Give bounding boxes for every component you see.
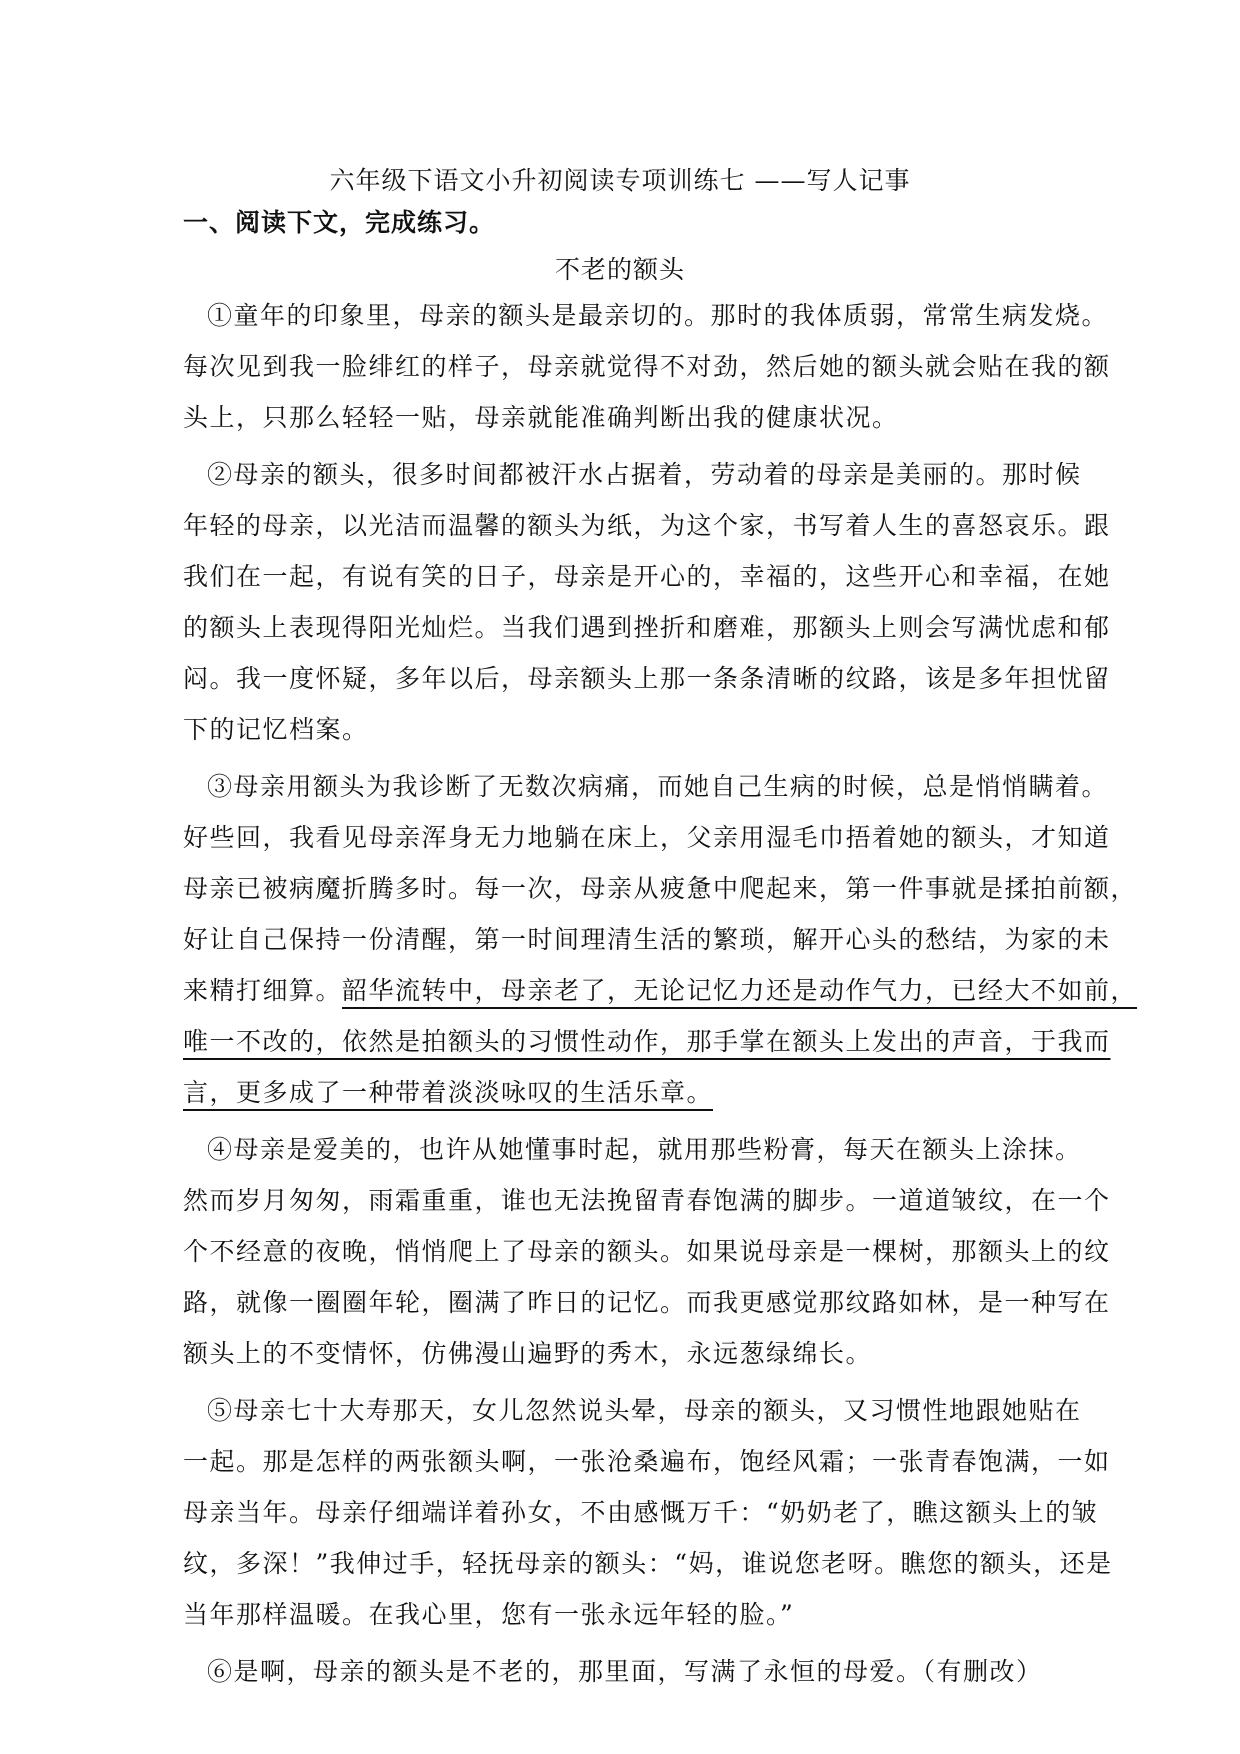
paragraph-line: 当年那样温暖。在我心里，您有一张永远年轻的脸。” bbox=[183, 1600, 795, 1629]
paragraph-line: 的额头上表现得阳光灿烂。当我们遇到挫折和磨难，那额头上则会写满忧虑和郁 bbox=[183, 613, 1111, 642]
underlined-sentence-end: 言，更多成了一种带着淡淡咏叹的生活乐章。 bbox=[183, 1078, 714, 1107]
paragraph-line: ④母亲是爱美的，也许从她懂事时起，就用那些粉膏，每天在额头上涂抹。 bbox=[207, 1135, 1082, 1164]
document-title: 六年级下语文小升初阅读专项训练七 ——写人记事 bbox=[329, 166, 911, 195]
paragraph-line: 个不经意的夜晚，悄悄爬上了母亲的额头。如果说母亲是一棵树，那额头上的纹 bbox=[183, 1237, 1111, 1266]
paragraph-line: 我们在一起，有说有笑的日子，母亲是开心的，幸福的，这些开心和幸福，在她 bbox=[183, 562, 1111, 591]
paragraph-line: 母亲已被病魔折腾多时。每一次，母亲从疲惫中爬起来，第一件事就是揉拍前额， bbox=[183, 874, 1138, 903]
paragraph-line: 母亲当年。母亲仔细端详着孙女，不由感慨万千：“奶奶老了，瞧这额头上的皱 bbox=[183, 1498, 1099, 1527]
section-heading: 一、阅读下文，完成练习。 bbox=[183, 208, 496, 237]
paragraph-line-underlined bbox=[183, 1067, 1083, 1118]
paragraph-line-underlined bbox=[183, 1016, 1111, 1067]
paragraph-line: 好让自己保持一份清醒，第一时间理清生活的繁琐，解开心头的愁结，为家的未 bbox=[183, 925, 1111, 954]
plain-segment: 来精打细算。 bbox=[183, 976, 343, 1005]
paragraph-3 bbox=[183, 761, 1138, 1118]
paragraph-1 bbox=[183, 290, 1111, 443]
paragraph-line: 然而岁月匆匆，雨霜重重，谁也无法挽留青春饱满的脚步。一道道皱纹，在一个 bbox=[183, 1186, 1111, 1215]
underlined-sentence-start: 韶华流转中，母亲老了，无论记忆力还是动作气力，已经大不如前， bbox=[342, 976, 1138, 1005]
paragraph-line: 一起。那是怎样的两张额头啊，一张沧桑遍布，饱经风霜；一张青春饱满，一如 bbox=[183, 1447, 1111, 1476]
paragraph-line: 每次见到我一脸绯红的样子，母亲就觉得不对劲，然后她的额头就会贴在我的额 bbox=[183, 352, 1111, 381]
paragraph-line: ⑥是啊，母亲的额头是不老的，那里面，写满了永恒的母爱。（有删改） bbox=[207, 1657, 1043, 1686]
paragraph-line: 下的记忆档案。 bbox=[183, 715, 369, 744]
paragraph-4 bbox=[183, 1124, 1111, 1379]
paragraph-line-mixed bbox=[183, 965, 1138, 1016]
paragraph-line: ③母亲用额头为我诊断了无数次病痛，而她自己生病的时候，总是悄悄瞒着。 bbox=[207, 772, 1109, 801]
paragraph-line: 闷。我一度怀疑，多年以后，母亲额头上那一条条清晰的纹路，该是多年担忧留 bbox=[183, 664, 1111, 693]
paragraph-line: ②母亲的额头，很多时间都被汗水占据着，劳动着的母亲是美丽的。那时候 bbox=[207, 460, 1082, 489]
paragraph-line: 路，就像一圈圈年轮，圈满了昨日的记忆。而我更感觉那纹路如林，是一种写在 bbox=[183, 1288, 1111, 1317]
paragraph-line: 头上，只那么轻轻一贴，母亲就能准确判断出我的健康状况。 bbox=[183, 403, 899, 432]
paragraph-2 bbox=[183, 449, 1111, 755]
paragraph-line: ①童年的印象里，母亲的额头是最亲切的。那时的我体质弱，常常生病发烧。 bbox=[207, 301, 1109, 330]
article-title: 不老的额头 bbox=[554, 255, 685, 284]
paragraph-line: 额头上的不变情怀，仿佛漫山遍野的秀木，永远葱绿绵长。 bbox=[183, 1339, 873, 1368]
article-body bbox=[183, 290, 1138, 1703]
paragraph-5 bbox=[183, 1385, 1113, 1640]
underlined-sentence: 唯一不改的，依然是拍额头的习惯性动作，那手掌在额头上发出的声音，于我而 bbox=[183, 1027, 1111, 1056]
paragraph-line: 纹，多深！”我伸过手，轻抚母亲的额头：“妈，谁说您老呀。瞧您的额头，还是 bbox=[183, 1549, 1113, 1578]
paragraph-line: 好些回，我看见母亲浑身无力地躺在床上，父亲用湿毛巾捂着她的额头，才知道 bbox=[183, 823, 1111, 852]
paragraph-line: 年轻的母亲，以光洁而温馨的额头为纸，为这个家，书写着人生的喜怒哀乐。跟 bbox=[183, 511, 1111, 540]
paragraph-6 bbox=[183, 1646, 1083, 1697]
paragraph-line: ⑤母亲七十大寿那天，女儿忽然说头晕，母亲的额头，又习惯性地跟她贴在 bbox=[207, 1396, 1082, 1425]
